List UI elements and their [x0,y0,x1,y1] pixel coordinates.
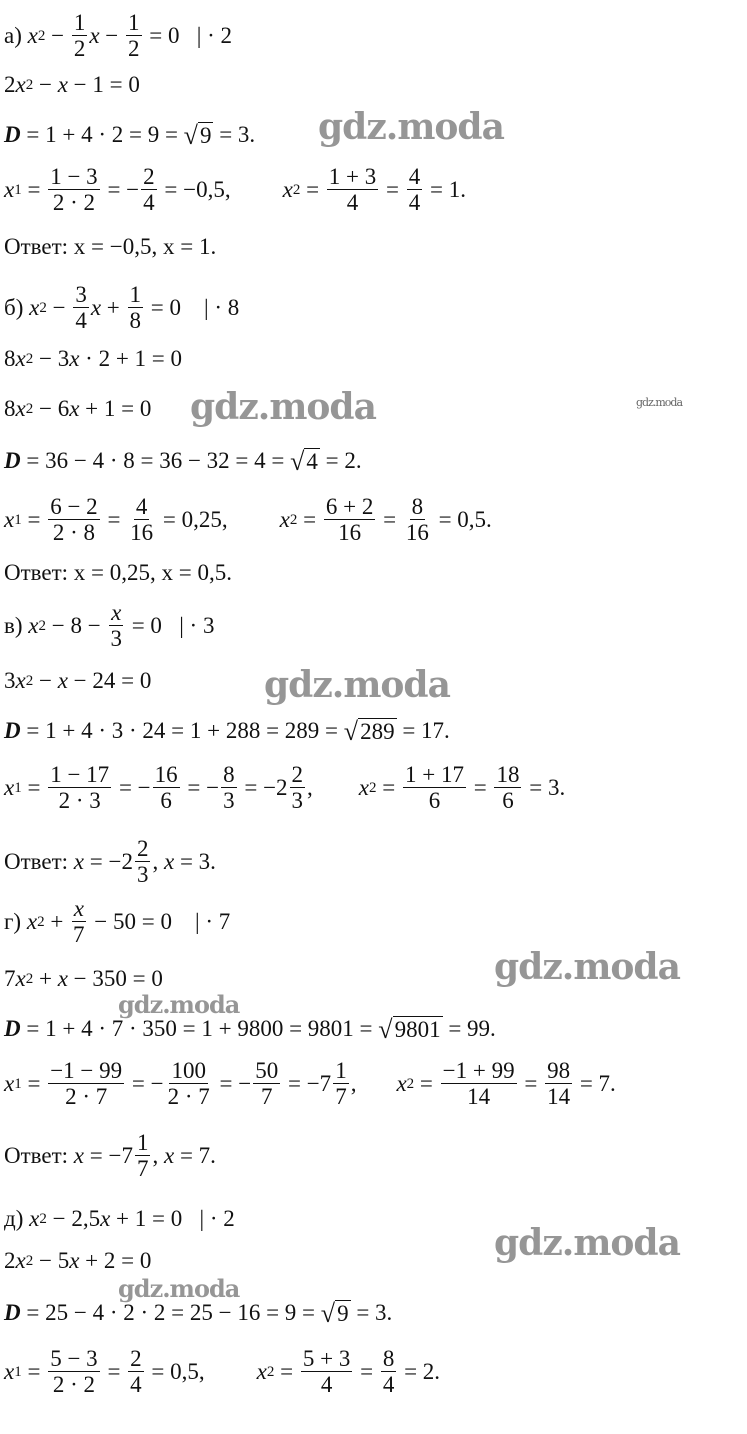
roots-a: x 1 = $\frac{1 - 3}{2 \cdot 2}$ = − $\frac{2}{4}$ = −0,5, x 2 = $\frac{1 + 3}{4}$ = $\frac{4}{4}$ = 1. [4,164,466,216]
watermark: gdz.moda [318,106,504,148]
roots-g: x 1 = $\frac{-1 - 99}{2 \cdot 7}$ = − $\frac{100}{2 \cdot 7}$ = − $\frac{50}{7}$ = −7 $\frac{1}{7}$ , x 2 = $\frac{-1 + 99}{14}$ = $\frac{98}{14}$ = 7. [4,1058,616,1110]
watermark: gdz.moda [636,396,683,409]
label-b: б) [4,294,24,320]
label-a: а) [4,22,22,48]
eq-g-1: г) x 2 + $\frac{x}{7}$ − 50 = 0 | · 7 [4,896,231,948]
disc-v: D = 1 + 4 · 3 · 24 = 1 + 288 = 289 = √ 289 = 17. [4,717,450,746]
watermark: gdz.moda [494,1222,680,1264]
mult-d: | · 2 [199,1206,235,1231]
answer-v: Ответ: x = −2 $\frac{2}{3}$ , x = 3. [4,836,216,888]
disc-a: D = 1 + 4 · 2 = 9 = √ 9 = 3. [4,121,256,150]
eq-v-2: 3 x 2 − x − 24 = 0 [4,668,152,693]
eq-a-1: а) x 2 − $\frac{1}{2}$ x − $\frac{1}{2}$ = 0 | · 2 [4,10,233,62]
disc-g: D = 1 + 4 · 7 · 350 = 1 + 9800 = 9801 = √ 9801 = 99. [4,1015,496,1044]
roots-b: x 1 = $\frac{6 - 2}{2 \cdot 8}$ = $\frac{4}{16}$ = 0,25, x 2 = $\frac{6 + 2}{16}$ = $\frac{8}{16}$ = 0,5. [4,494,492,546]
watermark: gdz.moda [494,946,680,988]
disc-b: D = 36 − 4 · 8 = 36 − 32 = 4 = √ 4 = 2. [4,447,362,476]
label-d: д) [4,1206,24,1231]
eq-b-1: б) x 2 − $\frac{3}{4}$ x + $\frac{1}{8}$ = 0 | · 8 [4,282,240,334]
answer-g: Ответ: x = −7 $\frac{1}{7}$ , x = 7. [4,1130,216,1182]
eq-b-3: 8 x 2 − 6 x + 1 = 0 [4,396,152,421]
eq-a-2: 2 x 2 − x − 1 = 0 [4,72,140,97]
eq-g-2: 7 x 2 + x − 350 = 0 [4,966,163,991]
mult-b: | · 8 [204,294,240,320]
eq-d-2: 2 x 2 − 5 x + 2 = 0 [4,1248,152,1273]
watermark: gdz.moda [264,664,450,706]
roots-d: x 1 = $\frac{5 - 3}{2 \cdot 2}$ = $\frac{2}{4}$ = 0,5, x 2 = $\frac{5 + 3}{4}$ = $\frac{8}{4}$ = 2. [4,1346,441,1398]
watermark: gdz.moda [118,990,240,1019]
mult-g: | · 7 [195,908,231,934]
eq-d-1: д) x 2 − 2,5 x + 1 = 0 | · 2 [4,1206,235,1231]
answer-a: Ответ: x = −0,5, x = 1. [4,234,217,259]
roots-v: x 1 = $\frac{1 - 17}{2 \cdot 3}$ = − $\frac{16}{6}$ = − $\frac{8}{3}$ = −2 $\frac{2}{3}$ , x 2 = $\frac{1 + 17}{6}$ = $\frac{18}{6}$ = 3. [4,762,566,814]
watermark: gdz.moda [190,386,376,428]
mult-a: | · 2 [196,22,233,48]
disc-d: D = 25 − 4 · 2 · 2 = 25 − 16 = 9 = √ 9 = 3. [4,1299,393,1328]
watermark: gdz.moda [118,1274,240,1303]
label-v: в) [4,612,23,638]
label-g: г) [4,908,22,934]
mult-v: | · 3 [179,612,215,638]
answer-b: Ответ: x = 0,25, x = 0,5. [4,560,232,585]
eq-b-2: 8 x 2 − 3 x · 2 + 1 = 0 [4,346,183,371]
eq-v-1: в) x 2 − 8 − $\frac{x}{3}$ = 0 | · 3 [4,600,215,652]
